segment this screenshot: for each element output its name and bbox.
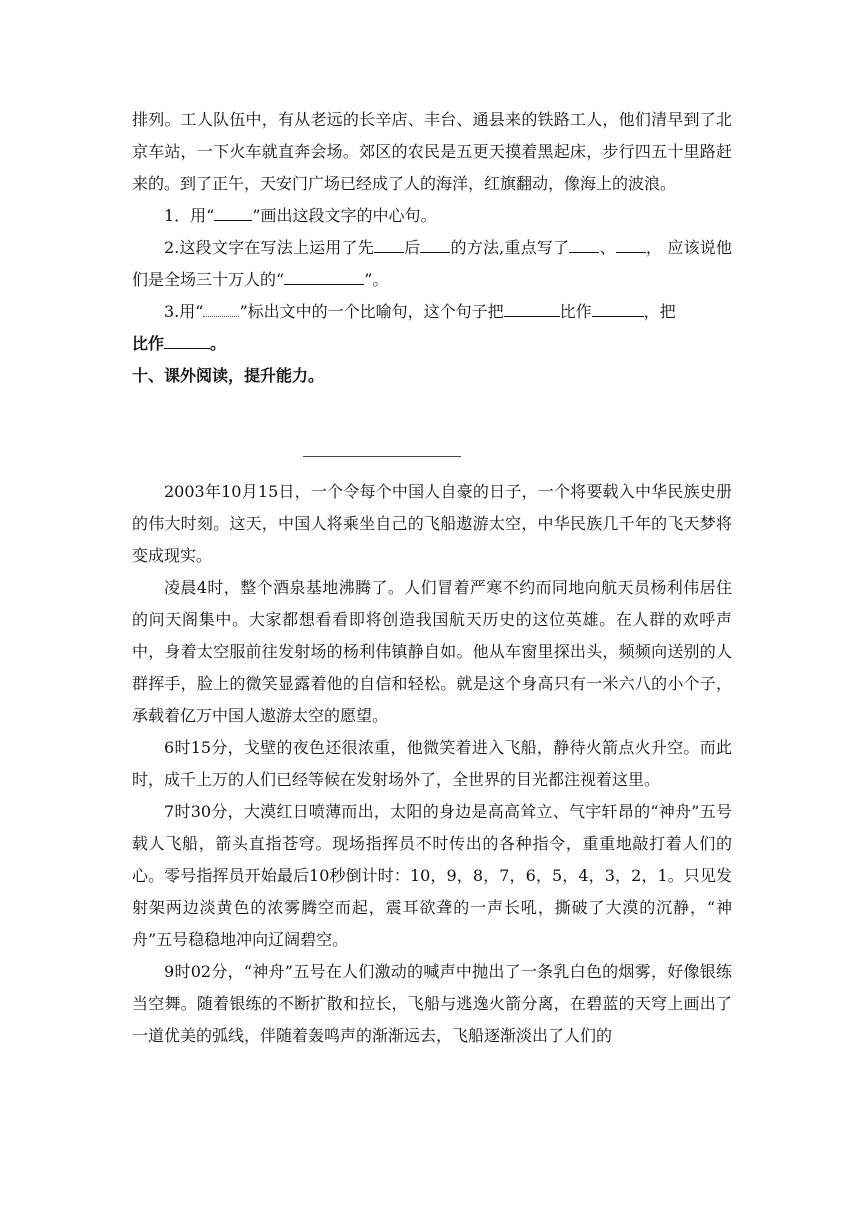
q2-blank-4[interactable] (616, 234, 646, 253)
q1-suffix: ”画出这段文字的中心句。 (252, 206, 437, 225)
intro-paragraph: 排列。工人队伍中，有从老远的长辛店、丰台、通县来的铁路工人，他们清早到了北京车站，一下火车就直奔会场。郊区的农民是五更天摸着黑起床，步行四五十里路赶来的。到了正午，天安门广场已经成了人的海洋，红旗翻动，像海上的波浪。 (132, 110, 732, 193)
upper-block (132, 104, 732, 392)
q3-text-2: ”标出文中的一个比喻句，这个句子把 (239, 302, 504, 321)
reading-passage (132, 476, 732, 1052)
question-2 (132, 232, 732, 296)
passage-paragraph-3: 6时15分，戈壁的夜色还很浓重，他微笑着进入飞船，静待火箭点火升空。而此时，成千上万的人们已经等候在发射场外了，全世界的目光都注视着这里。 (132, 738, 732, 789)
passage-title-blank[interactable] (303, 456, 461, 457)
q3-blank-1[interactable] (504, 298, 560, 317)
q2-text-4: 、 (599, 238, 616, 257)
passage-paragraph-5: 9时02分，“神舟”五号在人们激动的喊声中抛出了一条乳白色的烟雾，好像银练当空舞。随着银练的不断扩散和拉长，飞船与逃逸火箭分离，在碧蓝的天穹上画出了一道优美的弧线，伴随着轰鸣声的渐渐远去，飞船逐渐淡出了人们的 (132, 962, 732, 1045)
passage-paragraph-1: 2003年10月15日，一个令每个中国人自豪的日子，一个将要载入中华民族史册的伟大时刻。这天，中国人将乘坐自己的飞船遨游太空，中华民族几千年的飞天梦将变成现实。 (132, 482, 732, 565)
q2-text-1: 2.这段文字在写法上运用了先 (164, 238, 374, 257)
q2-text-5: ， 应该说他们是全场三十万人的“ (132, 238, 732, 289)
q3-blank-2[interactable] (592, 298, 644, 317)
q3-text-5: 比作 (132, 334, 165, 353)
q2-blank-3[interactable] (569, 234, 599, 253)
question-1 (132, 200, 732, 232)
q2-text-2: 后 (403, 238, 421, 257)
q2-blank-5[interactable] (284, 266, 364, 285)
q3-text-1: 3.用“ (164, 302, 204, 321)
q1-underline-sample (214, 202, 252, 221)
q2-blank-1[interactable] (374, 234, 404, 253)
q2-blank-2[interactable] (420, 234, 450, 253)
passage-paragraph-4: 7时30分，大漠红日喷薄而出，太阳的身边是高高耸立、气宇轩昂的“神舟”五号载人飞船，箭头直指苍穹。现场指挥员不时传出的各种指令，重重地敲打着人们的心。零号指挥员开始最后10秒倒计时：10，9，8，7，6，5，4，3，2，1。只见发射架两边淡黄色的浓雾腾空而起，震耳欲聋的一声长吼，撕破了大漠的沉静，“神舟”五号稳稳地冲向辽阔碧空。 (132, 802, 732, 949)
passage-paragraph-2: 凌晨4时，整个酒泉基地沸腾了。人们冒着严寒不约而同地向航天员杨利伟居住的问天阁集中。大家都想看看即将创造我国航天历史的这位英雄。在人群的欢呼声中，身着太空服前往发射场的杨利伟镇静自如。他从车窗里探出头，频频向送别的人群挥手，脸上的微笑显露着他的自信和轻松。就是这个身高只有一米六八的小个子，承载着亿万中国人遨游太空的愿望。 (132, 578, 732, 725)
q1-prefix: 1．用“ (164, 206, 215, 225)
q2-text-6: ”。 (364, 270, 389, 289)
q2-text-3: 的方法,重点写了 (450, 238, 570, 257)
q3-blank-3[interactable] (164, 330, 210, 349)
question-3 (132, 296, 732, 360)
section-title: 十、课外阅读，提升能力。 (132, 366, 325, 385)
q3-text-4: ，把 (643, 302, 676, 321)
q3-dotted-sample (203, 298, 239, 317)
q3-text-3: 比作 (559, 302, 592, 321)
q3-text-6: 。 (210, 334, 227, 353)
